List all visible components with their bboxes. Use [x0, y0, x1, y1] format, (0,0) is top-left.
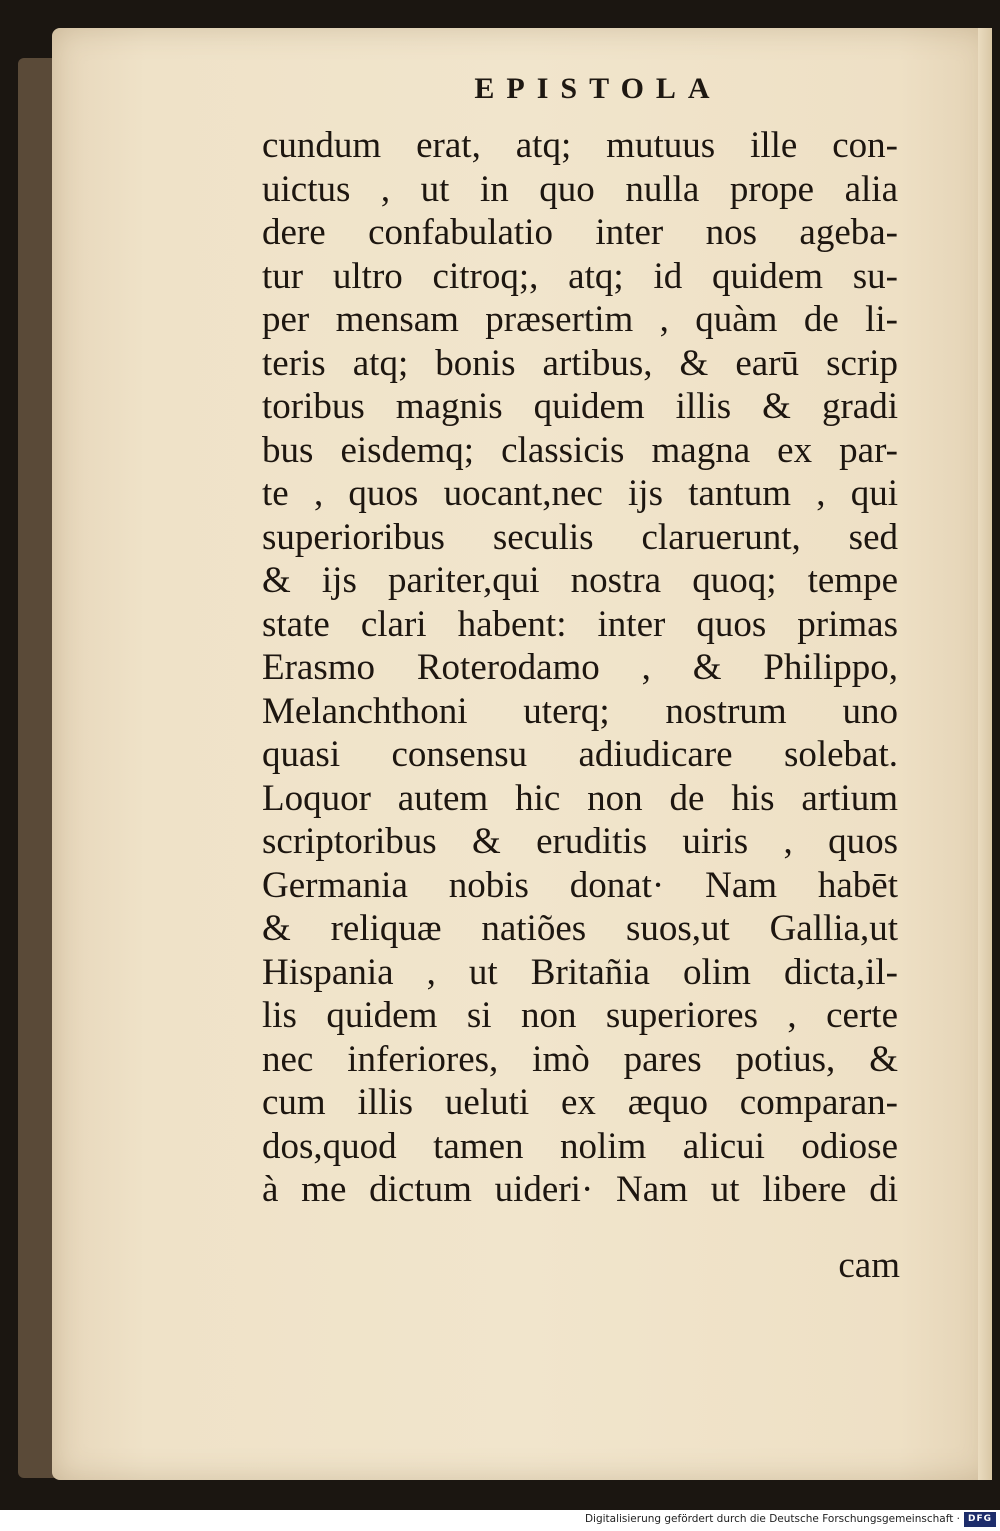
digitization-credit: Digitalisierung gefördert durch die Deutsche Forschungsgemeinschaft ·: [584, 1513, 960, 1525]
text-line: dos,quod tamen nolim alicui odiose: [262, 1125, 898, 1167]
text-line: Melanchthoni uterq; nostrum uno: [262, 690, 898, 732]
text-line: tur ultro citroq;, atq; id quidem su-: [262, 255, 898, 297]
text-line: & reliquæ natiões suos,ut Gallia,ut: [262, 908, 898, 949]
text-line: teris atq; bonis artibus, & earū scrip: [262, 342, 898, 384]
text-line: Germania nobis donat· Nam habēt: [262, 864, 898, 906]
text-line: uictus , ut in quo nulla prope alia: [262, 168, 898, 210]
text-line: bus eisdemq; classicis magna ex par-: [262, 429, 898, 471]
running-head: EPISTOLA: [474, 72, 722, 105]
catchword: cam: [838, 1245, 900, 1286]
text-line: dere confabulatio inter nos ageba-: [262, 212, 898, 253]
text-line: cundum erat, atq; mutuus ille con-: [262, 125, 898, 166]
text-line: cum illis ueluti ex æquo comparan-: [262, 1082, 898, 1123]
text-line: Erasmo Roterodamo , & Philippo,: [262, 647, 898, 688]
text-line: scriptoribus & eruditis uiris , quos: [262, 821, 898, 862]
page-edge: [978, 28, 992, 1480]
text-line: Hispania , ut Britañia olim dicta,il-: [262, 951, 898, 993]
text-line: state clari habent: inter quos primas: [262, 603, 898, 645]
text-line: quasi consensu adiudicare solebat.: [262, 734, 898, 775]
text-line: per mensam præsertim , quàm de li-: [262, 299, 898, 340]
body-text: [262, 124, 898, 1212]
text-line: & ijs pariter,qui nostra quoq; tempe: [262, 560, 898, 601]
text-line: superioribus seculis claruerunt, sed: [262, 516, 898, 558]
text-line: toribus magnis quidem illis & gradi: [262, 386, 898, 427]
text-line: nec inferiores, imò pares potius, &: [262, 1038, 898, 1080]
text-line: Loquor autem hic non de his artium: [262, 777, 898, 819]
text-line: te , quos uocant,nec ijs tantum , qui: [262, 473, 898, 514]
dfg-logo: DFG: [964, 1512, 996, 1527]
text-line: lis quidem si non superiores , certe: [262, 995, 898, 1036]
text-line: à me dictum uideri· Nam ut libere di: [262, 1169, 898, 1210]
